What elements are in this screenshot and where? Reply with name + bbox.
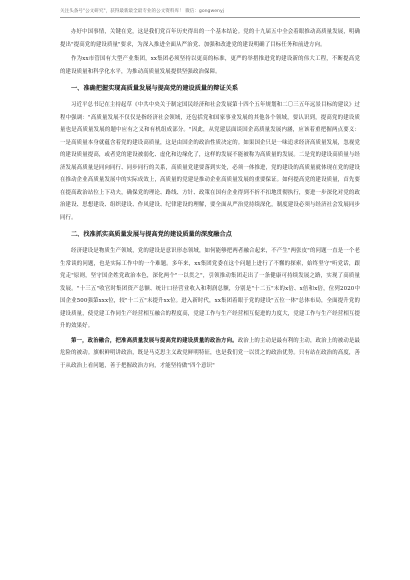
intro-paragraph-1: 办好中国事情，关键在党，这是我们党百年历史得出的一个基本结论。党的十九届五中全会着眼推动高质量发展，明确提出"提高党的建设质量"要求，为深入推进全面从严治党、加强和改进党的建设明确了目标任务和前进方向。 [60,29,360,48]
item-1-body: 政治上的主动是最有利的主动，政治上的被动是最危险的被动。旗帜鲜明讲政治，既是马克思主义政党鲜明特征，也是我们党一以贯之的政治优势。只有站在政治的高度，善于从政治上看问题，善于把握政治方向，才能坚持做"四个意识" [60,337,360,369]
intro-paragraph-2: 作为xx市管国有大型产业集团，xx集团必须坚持以更高的标准，更严的举措推进党的建设新的伟大工程，不断提高党的建设质量和科学化水平，为推动高质量发展提供坚强政治保障。 [60,56,360,75]
item-1-lead: 第一，政治融合，把准高质量发展与提高党的建设质量的政治方向。 [71,337,238,344]
section-1-paragraph: 习近平总书记在主持起草《中共中央关于制定国民经济和社会发展第十四个五年规划和二〇三五年远景目标的建议》过程中强调："高质量发展不仅仅是指经济社会领域，还包括党和国家事业发展的其他各个领域，要认识到，提高党的建设质量也是高质量发展的题中应有之义和有机组成部分。"因此，从党建层面谈国企高质量发展内涵，应该着重把握两点要义：一是高质量本身就蕴含着党的建设高质量，这是由国企的政治性质决定的。如果国企只是一味追求经济高质量发展，忽视党的建设质量提高，或者党的建设被弱化、虚化和边缘化了，这样的发展不能被称为高质量的发展。二是党的建设高质量与经济发展高质量是同向同行、同步同行的关系，高质量党建要落到实处，必须一体推进，党的建设的高质量就体现在党的建设在推动企业高质量发展中的实际成效上，高质量的党建是推动企业高质量发展的重要保证。如何提高党的建设质量，首先要在提高政治站位上下功夫，确保党的理论、路线、方针、政策在国有企业得到不折不扣地贯彻执行，要进一步深化对党的政治建设、思想建设、组织建设、作风建设、纪律建设的理解，要全面从严治党持续深化，制度建设必须与经济社会发展同步同行。 [60,102,360,221]
section-2-paragraph: 经济建设是物质生产领域，党的建设是意识形态领域，如何能够把两者融合起来，不产生"两张皮"的问题一直是一个老生常谈的问题，也是实际工作中的一个难题。多年来，xx集团党委在这个问题上进行了不懈的探索，始终坚守"听党话，跟党走"原则，坚守国企姓党政治本色，深化两个"一以贯之"，引领推动集团走出了一条健康可持续发展之路，实现了高质量发展。"十三五"收官时集团资产总额、统计口径营业收入和利润总额，分别是"十二五"末的x倍、x倍和x倍，位列2020中国企业500强第xxx位，较"十二五"末提升xx位。进入新时代，xx集团着眼于党的建设"五位一体"总体布局，全面提升党的建设质量，使党建工作同生产经营相互融合的程度高，党建工作与生产经营相互促进的力度大，党建工作与生产经营相互提升的效果好。 [60,248,360,329]
section-2-heading: 二、找准抓实高质量发展与提高党的建设质量的深度融合点 [71,231,232,238]
section-1-heading: 一、准确把握实现高质量发展与提高党的建设质量的辩证关系 [71,85,239,92]
document-body [60,26,360,374]
header-divider [60,17,360,18]
page-header-notice: 关注头条号"公文研究"，获得最新最全最专业的公文资料库！ 微信：gongwenyj [60,9,224,14]
section-2-item-1 [60,335,360,373]
